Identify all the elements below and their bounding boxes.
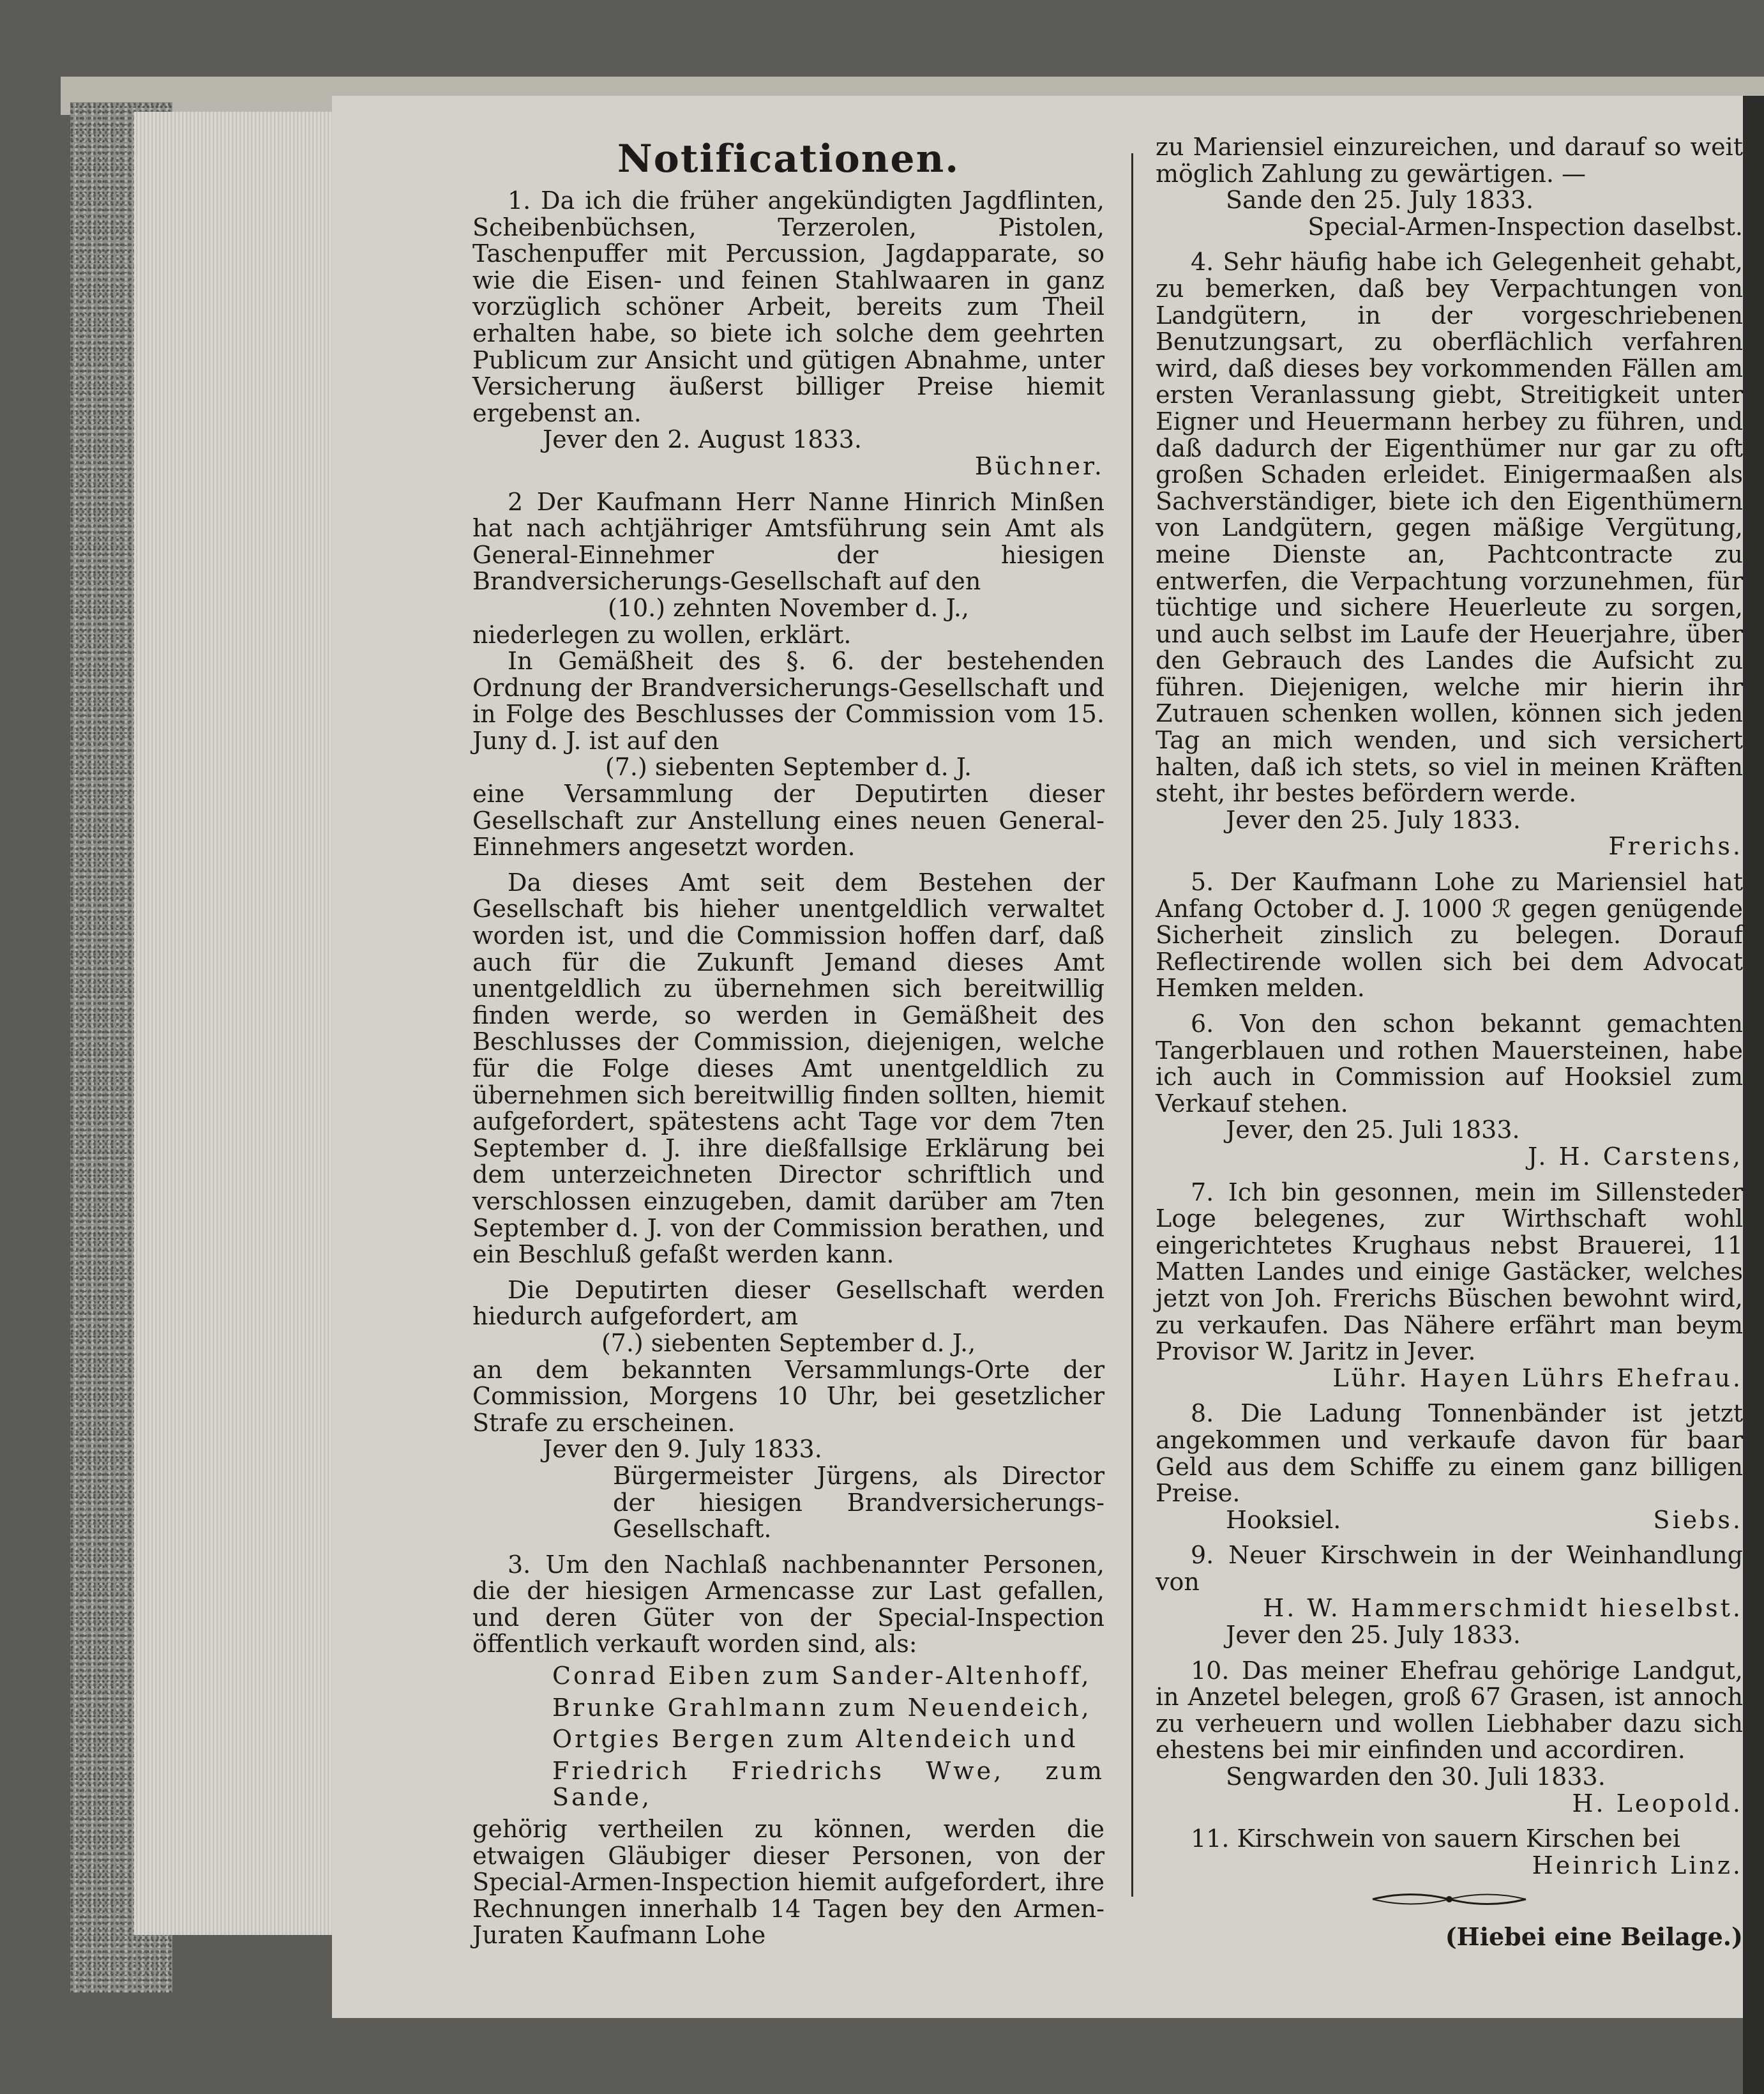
notice-2-text-4: eine Versammlung der Deputirten dieser Gesellschaft zur Anstellung eines neuen General-Einnehmers angesetzt worden.	[472, 780, 1104, 861]
notice-10-signature: H. Leopold.	[1572, 1789, 1743, 1817]
notice-7-signature: Lühr. Hayen Lührs Ehefrau.	[1332, 1363, 1743, 1392]
notice-2-text-7: an dem bekannten Versammlungs-Orte der Commission, Morgens 10 Uhr, bei gesetzlicher Strafe zu erscheinen.	[472, 1355, 1104, 1437]
notice-6-signature: J. H. Carstens,	[1528, 1142, 1743, 1171]
notice-11-signature: Heinrich Linz.	[1532, 1851, 1743, 1879]
notice-2-signature: Bürgermeister Jürgens, als Director der hiesigen Brandversicherungs-Gesellschaft.	[613, 1461, 1104, 1544]
notice-2-text-3: In Gemäßheit des §. 6. der bestehenden Ordnung der Brandversicherungs-Gesellschaft und in Folge des Beschlusses der Commission vom 15. Juny d. J. ist auf den	[472, 647, 1104, 755]
right-column	[1156, 134, 1743, 1950]
notice-3-continuation: zu Mariensiel einzureichen, und darauf so weit möglich Zahlung zu gewärtigen. —	[1156, 133, 1743, 188]
notice-2-text-6: Die Deputirten dieser Gesellschaft werden hiedurch aufgefordert, am	[472, 1275, 1104, 1331]
notice-4-date: Jever den 25. July 1833.	[1226, 805, 1521, 834]
left-column	[472, 134, 1104, 1949]
notice-3-name: Ortgies Bergen zum Altendeich und	[552, 1725, 1078, 1754]
notice-8-signature: Siebs.	[1653, 1505, 1743, 1534]
notice-4-text: 4. Sehr häufig habe ich Gelegenheit gehabt, zu bemerken, daß bey Verpachtungen von Landgütern, in der vorgeschriebenen Benutzungsart, zu oberflächlich verfahren wird, daß dieses bey vorkommenden Fällen am ersten Veranlassung giebt, Streitigkeit unter Eigner und Heuermann herbey zu führen, und daß dadurch der Eigenthümer nur gar zu oft großen Schaden erleidet. Einigermaaßen als Sachverständiger, biete ich den Eigenthümern von Landgütern, gegen mäßige Vergütung, meine Dienste an, Pachtcontracte zu entwerfen, die Verpachtung vorzunehmen, für tüchtige und sichere Heuerleute zu sorgen, und auch selbst im Laufe der Heuerjahre, über den Gebrauch des Landes die Aufsicht zu führen. Diejenigen, welche mir hierin ihr Zutrauen schenken wollen, können sich jeden Tag an mich wenden, und sich versichert halten, daß ich stets, so viel in meinen Kräften steht, ihr bestes befördern werde.	[1156, 248, 1743, 808]
notice-9-date: Jever den 25. July 1833.	[1226, 1621, 1521, 1650]
notice-5-text: 5. Der Kaufmann Lohe zu Mariensiel hat Anfang October d. J. 1000 ℛ gegen genügende Sicherheit zinslich zu belegen. Dorauf Reflectirende wollen sich bei dem Advocat Hemken melden.	[1156, 868, 1743, 1003]
notice-2-text-1: 2 Der Kaufmann Herr Nanne Hinrich Minßen hat nach achtjähriger Amtsführung sein Amt als General-Einnehmer der hiesigen Brandversicherungs-Gesellschaft auf den	[472, 487, 1104, 596]
notice-8-place: Hooksiel.	[1226, 1505, 1341, 1534]
notice-8-text: 8. Die Ladung Tonnenbänder ist jetzt angekommen und verkaufe davon für baar Geld aus dem Schiffe zu einem ganz billigen Preise.	[1156, 1399, 1743, 1508]
notice-1-date: Jever den 2. August 1833.	[543, 425, 862, 454]
notice-3-name: Friedrich Friedrichs Wwe, zum Sande,	[552, 1756, 1104, 1812]
notice-1-text: 1. Da ich die früher angekündigten Jagdflinten, Scheibenbüchsen, Terzerolen, Pistolen, Taschenpuffer mit Percussion, Jagdapparate, so wie die Eisen- und feinen Stahlwaaren in ganz vorzüglich schöner Arbeit, bereits zum Theil erhalten habe, so biete ich solche dem geehrten Publicum zur Ansicht und gütigen Abnahme, unter Versicherung äußerst billiger Preise hiemit ergebenst an.	[472, 186, 1104, 427]
page-heading: Notificationen.	[617, 137, 960, 181]
ornament-divider	[1156, 1888, 1743, 1915]
notice-3-text-1: 3. Um den Nachlaß nachbenannter Personen, die der hiesigen Armencasse zur Last gefallen, und deren Güter von der Special-Inspection öffentlich verkauft worden sind, als:	[472, 1550, 1104, 1658]
notice-3-text-2: gehörig vertheilen zu können, werden die etwaigen Gläubiger dieser Personen, von der Special-Armen-Inspection hiemit aufgefordert, ihre Rechnungen innerhalb 14 Tagen bey den Armen-Juraten Kaufmann Lohe	[472, 1815, 1104, 1950]
notice-10-text: 10. Das meiner Ehefrau gehörige Landgut, in Anzetel belegen, groß 67 Grasen, ist annoch zu verheuern und wollen Liebhaber dazu sich ehestens bei mir einfinden und accordiren.	[1156, 1656, 1743, 1764]
notice-9-name: H. W. Hammerschmidt hieselbst.	[1263, 1594, 1743, 1623]
ornament-icon	[1366, 1890, 1532, 1909]
notice-6-text: 6. Von den schon bekannt gemachten Tangerblauen und rothen Mauersteinen, habe ich auch in Commission auf Hooksiel zum Verkauf stehen.	[1156, 1010, 1743, 1118]
notice-10-date: Sengwarden den 30. Juli 1833.	[1226, 1763, 1606, 1791]
notice-2-date-2: (7.) siebenten September d. J.	[605, 753, 972, 782]
notice-2-date: Jever den 9. July 1833.	[543, 1435, 822, 1464]
notice-3-signature: Special-Armen-Inspection daselbst.	[1308, 212, 1743, 241]
notice-6-date: Jever, den 25. Juli 1833.	[1226, 1116, 1520, 1144]
notice-3-name: Conrad Eiben zum Sander-Altenhoff,	[552, 1662, 1092, 1690]
notice-4-signature: Frerichs.	[1608, 832, 1743, 861]
notice-2-date-3: (7.) siebenten September d. J.,	[601, 1328, 976, 1357]
notice-2-date-1: (10.) zehnten November d. J.,	[607, 593, 970, 622]
notice-2-text-5: Da dieses Amt seit dem Bestehen der Gesellschaft bis hieher unentgeldlich verwaltet worden ist, und die Commission hoffen darf, daß auch für die Zukunft Jemand dieses Amt unentgeldlich zu übernehmen sich bereitwillig finden werde, so werden in Gemäßheit des Beschlusses der Commission, diejenigen, welche für die Folge dieses Amt unentgeldlich zu übernehmen sich bereitwillig finden sollten, hiemit aufgefordert, spätestens acht Tage vor dem 7ten September d. J. ihre dießfallsige Erklärung bei dem unterzeichneten Director schriftlich und verschlossen einzugeben, damit darüber am 7ten September d. J. von der Commission berathen, und ein Beschluß gefaßt werden kann.	[472, 868, 1104, 1269]
page-stack-edges	[134, 112, 345, 1935]
column-divider	[1131, 153, 1133, 1897]
notice-3-name: Brunke Grahlmann zum Neuendeich,	[552, 1693, 1092, 1722]
notice-2-text-2: niederlegen zu wollen, erklärt.	[472, 620, 852, 649]
notice-9-text: 9. Neuer Kirschwein in der Weinhandlung von	[1156, 1541, 1743, 1596]
right-edge-shadow	[1743, 96, 1764, 2094]
notice-1-signature: Büchner.	[974, 451, 1104, 480]
supplement-note: (Hiebei eine Beilage.)	[1445, 1922, 1743, 1951]
notice-11-text: 11. Kirschwein von sauern Kirschen bei	[1191, 1825, 1680, 1853]
notice-7-text: 7. Ich bin gesonnen, mein im Sillensteder Loge belegenes, zur Wirthschaft wohl eingerichtetes Krughaus nebst Brauerei, 11 Matten Landes und einige Gastäcker, welches jetzt von Joh. Frerichs Büschen bewohnt wird, zu verkaufen. Das Nähere erfährt man beym Provisor W. Jaritz in Jever.	[1156, 1178, 1743, 1366]
notice-3-date: Sande den 25. July 1833.	[1226, 186, 1534, 215]
